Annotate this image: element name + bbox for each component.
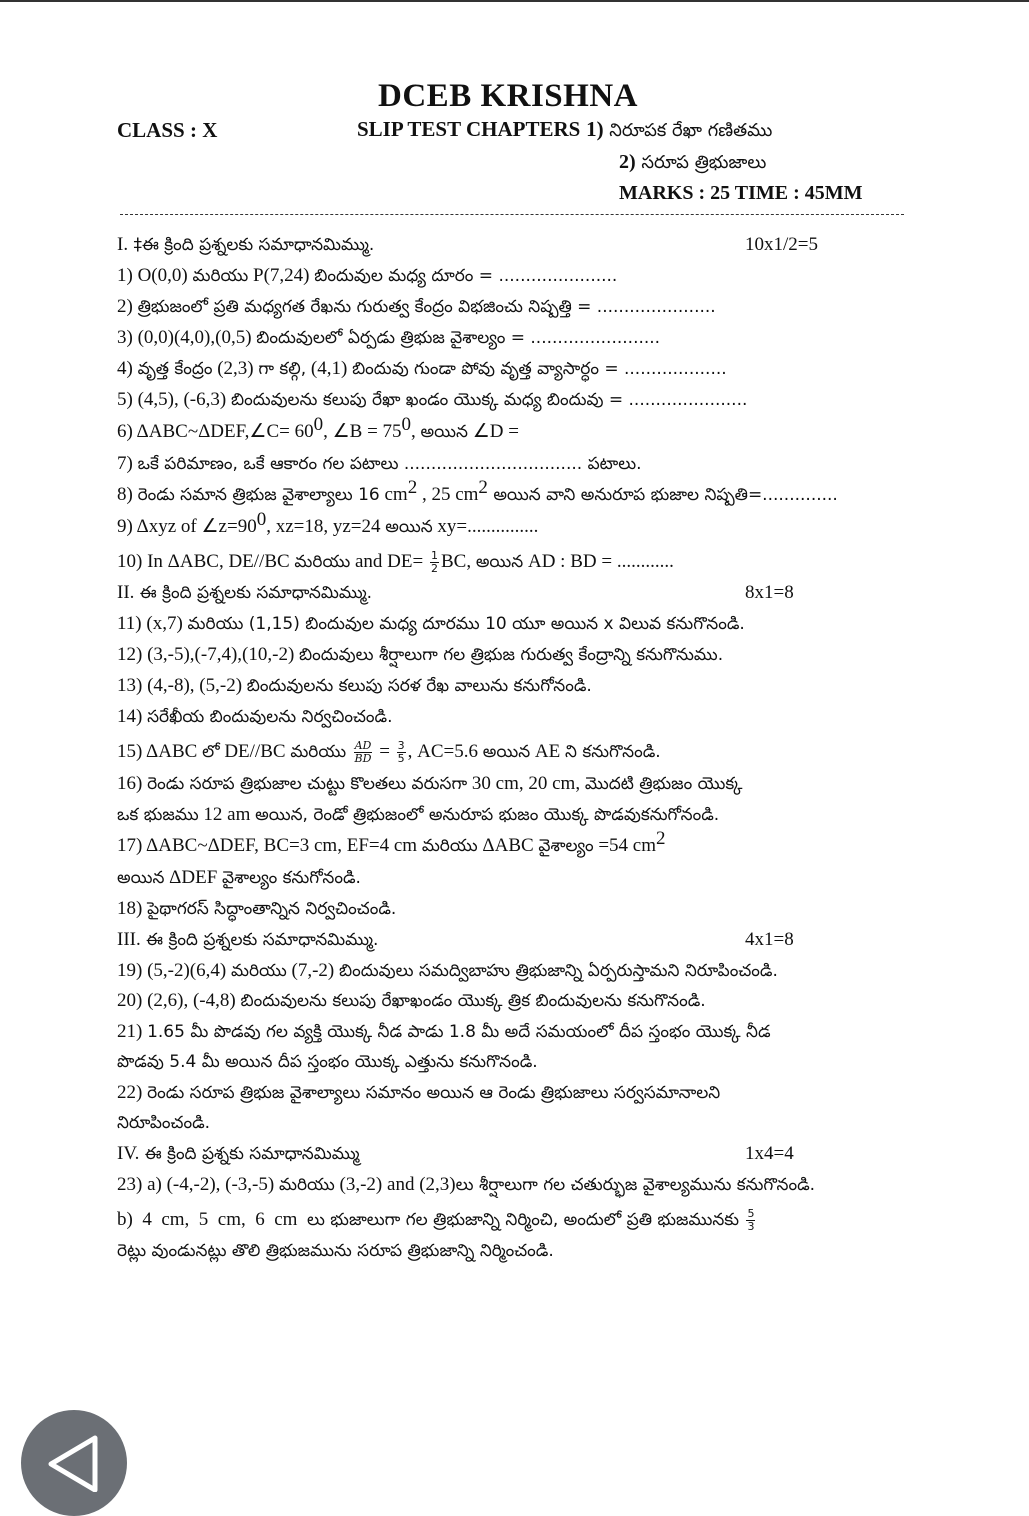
q17-text: అయిన: [117, 868, 165, 888]
chapters-line: [357, 117, 772, 145]
q10-text: అయిన: [475, 552, 524, 572]
q20-text: బిందువులను కలుపు రేఖాఖండం యొక్క త్రిక బిందువులను కనుగొనండి.: [240, 991, 706, 1011]
fraction-denominator: 5: [397, 751, 405, 765]
back-triangle-icon: [47, 1432, 107, 1492]
q11-text: మరియు (1,15) బిందువుల మధ్య దూరము 10 యూ అయిన x విలువ కనుగొనండి.: [187, 614, 745, 634]
q15-text: , AC=5.6: [407, 741, 483, 762]
q13-text: బిందువులను కలుపు సరళ రేఖ వాలును కనుగోనండి.: [246, 676, 592, 696]
q12-text: 12) (3,-5),(-7,4),(10,-2): [117, 644, 300, 665]
section-2-title: ఈ క్రింది ప్రశ్నలకు సమాధానమిమ్ము.: [134, 583, 373, 603]
question-21-line-1: [117, 1019, 907, 1045]
q23-text: రెట్లు వుండునట్లు తొలి త్రిభుజమును సరూప త్రిభుజాన్ని నిర్మించండి.: [117, 1241, 554, 1261]
q10-text: BC,: [440, 551, 476, 572]
fraction-denominator: BD: [354, 751, 372, 765]
q1-text: P(7,24): [248, 265, 315, 286]
q2-text: 2): [117, 296, 138, 317]
section-1-heading: [117, 232, 907, 258]
fraction-numerator: 3: [397, 738, 405, 752]
q10-text: and DE=: [350, 551, 428, 572]
q16-text: ఒక భుజము: [117, 805, 199, 825]
q1-text: బిందువుల మధ్య దూరం = ......................: [314, 266, 618, 286]
question-18: [117, 896, 907, 922]
page-title: DCEB KRISHNA: [378, 78, 638, 114]
q21-text: 1.65 మీ పొడవు గల వ్యక్తి యొక్క నీడ పాడు 1.8 మీ అదే సమయంలో దీప స్తంభం యొక్క నీడ: [147, 1022, 771, 1042]
q19-text: బిందువులు సమద్విబాహు త్రిభుజాన్ని ఏర్పరుస్తామని నిరూపించండి.: [339, 961, 778, 981]
question-7: [117, 451, 907, 477]
q19-text: 19) (5,-2)(6,4): [117, 960, 231, 981]
q17-text: 17) ΔABC~ΔDEF, BC=3 cm, EF=4 cm: [117, 835, 422, 856]
q16-text: అయిన, రెండో త్రిభుజంలో అనురూప భుజం యొక్క పొడవుకనుగోనండి.: [255, 805, 720, 825]
q18-text: పైథాగరస్ సిద్ధాంతాన్నిన నిర్వచించండి.: [147, 899, 397, 919]
back-button[interactable]: [21, 1410, 127, 1516]
q23-fraction: [746, 1208, 755, 1233]
question-23a: [117, 1172, 907, 1198]
q9-text: 9) Δxyz of ∠z=90: [117, 516, 257, 537]
q23-text: (3,-2) and (2,3): [334, 1174, 456, 1195]
question-16-line-1: [117, 771, 907, 797]
q13-text: 13) (4,-8), (5,-2): [117, 675, 247, 696]
q17-text: =54 cm: [593, 835, 657, 856]
section-4-title: ఈ క్రింది ప్రశ్నకు సమాధానమిమ్ము: [139, 1144, 360, 1164]
q8-text: 8): [117, 484, 138, 505]
q6-text: ,: [411, 421, 421, 442]
q10-text: AD : BD = ............: [523, 551, 674, 572]
q23-text: మరియు: [278, 1175, 335, 1195]
q14-text: సరేఖీయ బిందువులను నిర్వచించండి.: [147, 707, 393, 727]
q6-text: ∠D =: [467, 421, 519, 442]
question-20: [117, 988, 907, 1014]
q19-text: మరియు: [230, 961, 287, 981]
question-2: [117, 294, 907, 320]
q7-text: 7): [117, 453, 138, 474]
q16-text: మొదటి త్రిభుజం యొక్క: [584, 774, 743, 794]
question-12: [117, 642, 907, 668]
q8-text: రెండు సమాన త్రిభుజ వైశాల్యాలు 16: [137, 485, 380, 505]
q10-text: మరియు: [294, 552, 351, 572]
question-15: [117, 739, 907, 765]
q23-text: 23) a) (-4,-2), (-3,-5): [117, 1174, 279, 1195]
section-3-title: ఈ క్రింది ప్రశ్నలకు సమాధానమిమ్ము.: [140, 930, 379, 950]
section-3-heading: [117, 927, 907, 953]
question-11: [117, 611, 907, 637]
question-8: [117, 477, 907, 508]
q22-text: 22): [117, 1082, 148, 1103]
section-3-number: III.: [117, 929, 141, 950]
fraction-numerator: 1: [430, 548, 438, 562]
q9-text: , xz=18, yz=24: [266, 516, 386, 537]
q15-text: =: [374, 741, 395, 762]
question-16-line-2: [117, 802, 907, 828]
q4-text: వృత్త కేంద్రం: [137, 359, 213, 379]
q15-fraction-3-5: [397, 740, 406, 765]
q15-text: 15) ΔABC: [117, 741, 203, 762]
q1-text: 1) O(0,0): [117, 265, 193, 286]
q15-text: అయిన: [482, 742, 531, 762]
q16-text: 30 cm, 20 cm,: [467, 773, 585, 794]
q6-text: అయిన: [420, 422, 468, 442]
q15-text: లో: [202, 742, 220, 762]
q21-text: పొడవు 5.4 మీ అయిన దీప స్తంభం యొక్క ఎత్తును కనుగొనండి.: [117, 1052, 538, 1072]
q23-text: b) 4 cm, 5 cm, 6 cm: [117, 1209, 307, 1230]
q8-text: cm: [379, 484, 408, 505]
question-3: [117, 325, 907, 351]
q17-exponent: 2: [656, 828, 666, 849]
q7-text: ఒకే పరిమాణం, ఒకే ఆకారం గల పటాలు ................................. పటాలు.: [137, 454, 642, 474]
q23-text: లు శీర్షాలుగా గల చతుర్భుజ వైశాల్యమును కనుగొనండి.: [455, 1175, 816, 1195]
section-4-heading: [117, 1141, 907, 1167]
question-10: [117, 549, 907, 575]
q12-text: బిందువులు శీర్షాలుగా గల త్రిభుజ గురుత్వ కేంద్రాన్ని కనుగొనుము.: [299, 645, 724, 665]
chapter2-name: సరూప త్రిభుజాలు: [641, 152, 767, 173]
q10-fraction: [430, 550, 439, 575]
q19-text: (7,-2): [286, 960, 340, 981]
q6-degree: 0: [313, 414, 324, 435]
marks-time: MARKS : 25 TIME : 45MM: [619, 182, 863, 204]
section-1-number: I.: [117, 234, 129, 255]
q4-text: 4): [117, 358, 138, 379]
q4-text: (4,1): [306, 358, 353, 379]
q20-text: 20) (2,6), (-4,8): [117, 990, 241, 1011]
q15-text: AE: [530, 741, 565, 762]
fraction-denominator: 3: [747, 1219, 755, 1233]
question-9: [117, 509, 907, 540]
chapter1-name: నిరూపక రేఖా గణితము: [609, 120, 773, 141]
q15-text: DE//BC: [219, 741, 291, 762]
q17-text: మరియు: [421, 836, 478, 856]
section-1-marks: 10x1/2=5: [745, 234, 818, 255]
question-23b-line-2: [117, 1238, 907, 1264]
question-23b-line-1: [117, 1207, 907, 1233]
q8-exponent: 2: [407, 477, 418, 498]
q5-text: బిందువులను కలుపు రేఖా ఖండం యొక్క మధ్య బిందువు = ......................: [230, 390, 748, 410]
q9-degree: 0: [256, 509, 267, 530]
question-5: [117, 387, 907, 413]
q4-text: గా కల్గి,: [258, 359, 307, 379]
q8-exponent: 2: [478, 477, 488, 498]
question-22-line-1: [117, 1080, 907, 1106]
q15-fraction-ad-bd: [354, 740, 373, 765]
q17-text: ΔABC: [477, 835, 539, 856]
chapter2-line: [619, 151, 766, 177]
q6-degree: 0: [401, 414, 412, 435]
section-1-title: ‡ఈ క్రింది ప్రశ్నలకు సమాధానమిమ్ము.: [128, 235, 375, 255]
section-4-marks: 1x4=4: [745, 1143, 794, 1164]
q17-text: వైశాల్యం కనుగోనండి.: [222, 868, 361, 888]
q3-text: 3) (0,0)(4,0),(0,5): [117, 327, 257, 348]
q16-text: 12 am: [198, 804, 256, 825]
q16-text: రెండు సరూప త్రిభుజాల చుట్టు కొలతలు వరుసగా: [147, 774, 468, 794]
q22-text: రెండు సరూప త్రిభుజ వైశాల్యాలు సమానం అయిన ఆ రెండు త్రిభుజాలు సర్వసమానాలని: [147, 1083, 721, 1103]
dashed-divider: [120, 214, 904, 215]
section-2-number: II.: [117, 582, 135, 603]
q11-text: 11) (x,7): [117, 613, 188, 634]
chapter2-num: 2): [619, 151, 636, 173]
fraction-numerator: AD: [354, 738, 372, 752]
question-22-line-2: [117, 1110, 907, 1136]
q5-text: 5) (4,5), (-6,3): [117, 389, 231, 410]
question-21-line-2: [117, 1049, 907, 1075]
class-label: CLASS : X: [117, 118, 218, 142]
fraction-denominator: 2: [430, 561, 438, 575]
q23-text: లు భుజాలుగా గల త్రిభుజాన్ని నిర్మించి, అందులో ప్రతి భుజమునకు: [306, 1210, 740, 1230]
q6-text: 6) ΔABC~ΔDEF,∠C= 60: [117, 421, 314, 442]
question-6: [117, 414, 907, 445]
question-4: [117, 356, 907, 382]
question-19: [117, 958, 907, 984]
q18-text: 18): [117, 898, 148, 919]
q16-text: 16): [117, 773, 148, 794]
q1-text: మరియు: [192, 266, 249, 286]
q15-text: మరియు: [290, 742, 347, 762]
question-1: [117, 263, 907, 289]
q10-text: 10) In ΔABC, DE//BC: [117, 551, 295, 572]
q22-text: నిరూపించండి.: [117, 1113, 211, 1133]
question-13: [117, 673, 907, 699]
q8-text: , 25 cm: [417, 484, 479, 505]
section-3-marks: 4x1=8: [745, 929, 794, 950]
fraction-numerator: 5: [747, 1206, 755, 1220]
q15-text: ని కనుగొనండి.: [565, 742, 661, 762]
q17-text: ΔDEF: [164, 867, 223, 888]
chapter1-num: 1): [586, 117, 604, 141]
q21-text: 21): [117, 1021, 148, 1042]
q4-text: (2,3): [212, 358, 259, 379]
q6-text: , ∠B = 75: [323, 421, 402, 442]
q3-text: బిందువులలో ఏర్పడు త్రిభుజ వైశాల్యం = ........................: [256, 328, 661, 348]
section-2-heading: [117, 580, 907, 606]
section-2-marks: 8x1=8: [745, 582, 794, 603]
question-14: [117, 704, 907, 730]
question-17-line-1: [117, 828, 907, 859]
q9-text: xy=...............: [432, 516, 539, 537]
q4-text: బిందువు గుండా పోవు వృత్త వ్యాసార్ధం = ...................: [352, 359, 727, 379]
chapters-label: SLIP TEST CHAPTERS: [357, 117, 581, 141]
question-17-line-2: [117, 865, 907, 891]
q14-text: 14): [117, 706, 148, 727]
q9-text: అయిన: [385, 517, 433, 537]
section-4-number: IV.: [117, 1143, 140, 1164]
q17-text: వైశాల్యం: [538, 836, 594, 856]
q8-text: అయిన వాని అనురూప భుజాల నిష్పతి=..............: [487, 485, 838, 505]
q2-text: త్రిభుజంలో ప్రతి మధ్యగత రేఖను గురుత్వ కేంద్రం విభజించు నిష్పత్తి = ......................: [137, 297, 716, 317]
